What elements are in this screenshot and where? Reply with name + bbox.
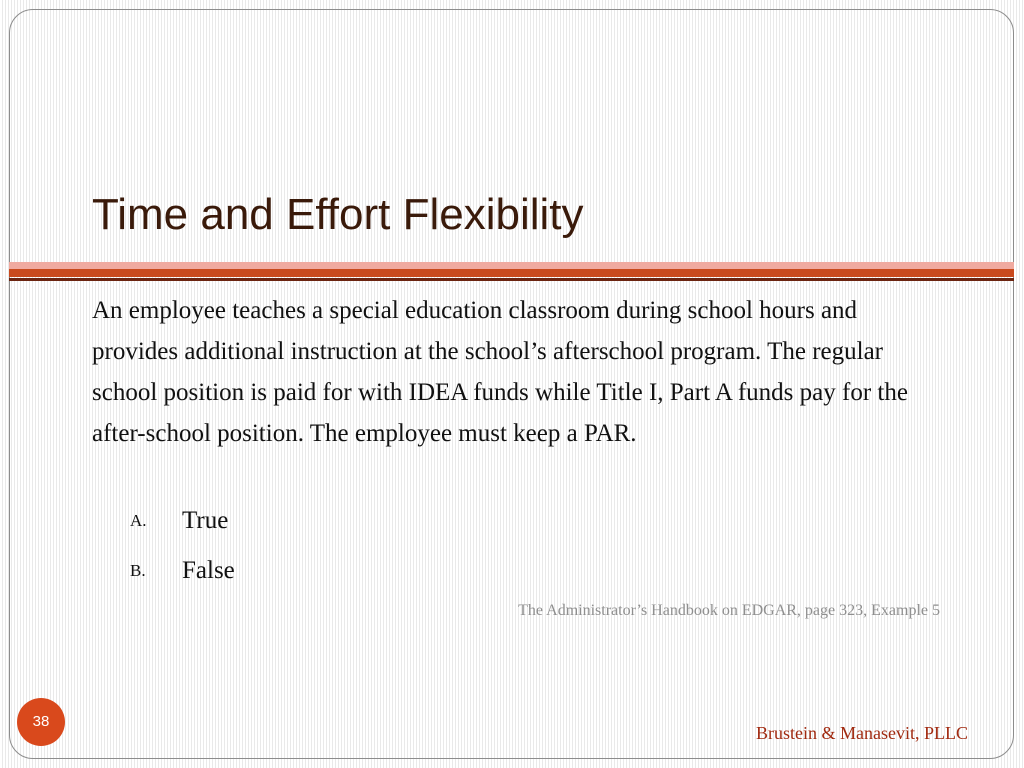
title-divider-light	[9, 262, 1014, 269]
option-text: False	[182, 557, 235, 584]
title-divider-dark	[9, 278, 1014, 281]
option-text: True	[182, 507, 229, 534]
slide-title: Time and Effort Flexibility	[92, 190, 584, 239]
slide-number-badge: 38	[17, 698, 65, 746]
option-letter: A.	[130, 511, 147, 530]
title-divider	[9, 269, 1014, 277]
answer-option-a	[130, 507, 228, 535]
source-citation: The Administrator’s Handbook on EDGAR, page 323, Example 5	[518, 602, 940, 619]
footer-organization: Brustein & Manasevit, PLLC	[756, 723, 968, 743]
answer-option-b	[130, 557, 235, 585]
question-text: An employee teaches a special education classroom during school hours and provides additional instruction at the school’s afterschool program. The regular school position is paid for with IDEA funds while Title I, Part A funds pay for the after-school position. The employee must keep a PAR.	[92, 297, 908, 447]
option-letter: B.	[130, 561, 146, 580]
